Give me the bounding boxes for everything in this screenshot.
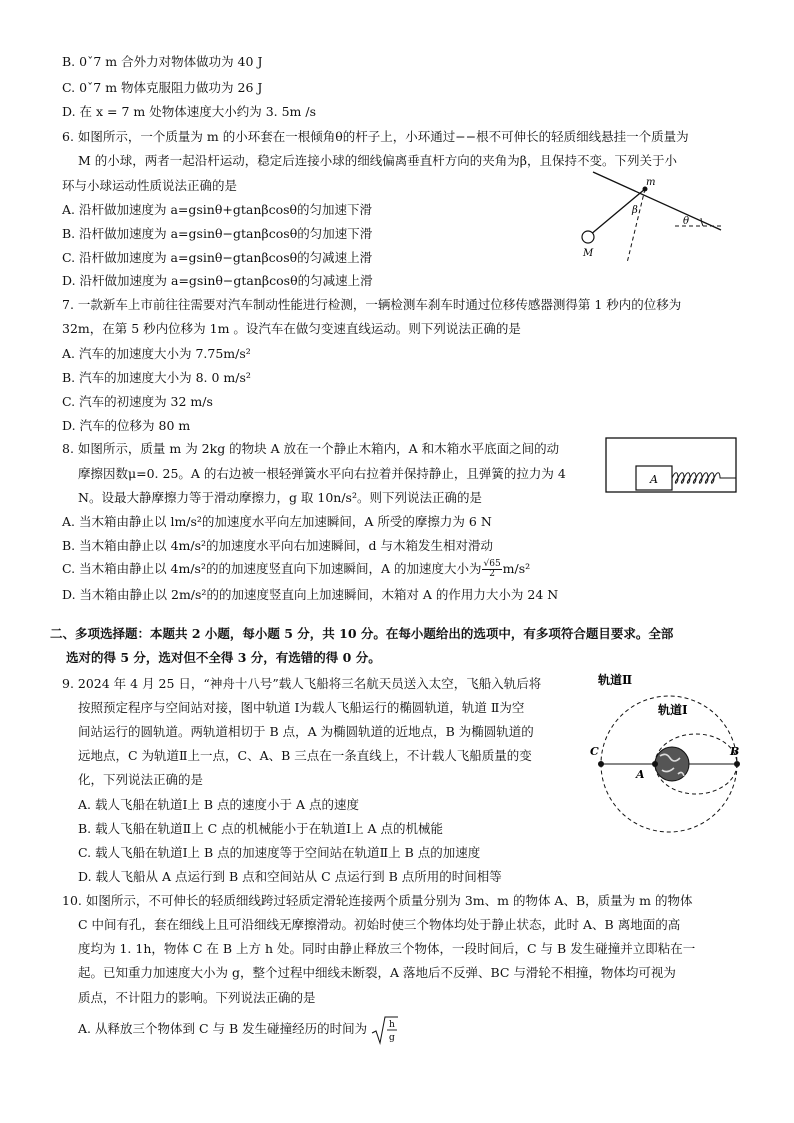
q10-stem-line5: 质点，不计阻力的影响。下列说法正确的是 (78, 990, 316, 1005)
q9-stem-line3: 间站运行的圆轨道。两轨道相切于 B 点，A 为椭圆轨道的近地点，B 为椭圆轨道的 (78, 724, 534, 739)
q9-orbit-figure (588, 664, 748, 864)
q8-option-b: B. 当木箱由静止以 4m/s²的加速度水平向右加速瞬间，d 与木箱发生相对滑动 (62, 538, 494, 553)
q6-option-d: D. 沿杆做加速度为 a=gsinθ−gtanβcosθ的匀减速上滑 (62, 273, 373, 288)
q10-option-a (78, 1014, 399, 1045)
q9-option-b: B. 载人飞船在轨道Ⅱ上 C 点的机械能小于在轨道Ⅰ上 A 点的机械能 (78, 821, 444, 836)
q10-option-a-sqrt (371, 1014, 399, 1045)
q6-fig-M-label: M (583, 248, 594, 259)
q7-stem-line1: 7. 一款新车上市前往往需要对汽车制动性能进行检测，一辆检测车刹车时通过位移传感器测得第 1 秒内的位移为 (62, 297, 682, 312)
q9-fig-A-label: A (636, 768, 645, 781)
q6-option-c: C. 沿杆做加速度为 a=gsinθ−gtanβcosθ的匀减速上滑 (62, 250, 373, 265)
q10-stem-line3: 度均为 1. 1h，物体 C 在 B 上方 h 处。同时由静止释放三个物体，一段时间后，C 与 B 发生碰撞并立即粘在一 (78, 941, 696, 956)
q6-option-b: B. 沿杆做加速度为 a=gsinθ−gtanβcosθ的匀加速下滑 (62, 226, 373, 241)
q6-option-a: A. 沿杆做加速度为 a=gsinθ+gtanβcosθ的匀加速下滑 (62, 202, 373, 217)
section2-heading-line2: 选对的得 5 分，选对但不全得 3 分，有选错的得 0 分。 (66, 650, 381, 665)
q9-option-d: D. 载人飞船从 A 点运行到 B 点和空间站从 C 点运行到 B 点所用的时间相等 (78, 869, 502, 884)
q9-fig-orbit2-label: 轨道Ⅱ (598, 673, 633, 687)
q8-option-d: D. 当木箱由静止以 2m/s²的的加速度竖直向上加速瞬间，木箱对 A 的作用力大小为 24 N (62, 587, 559, 602)
q5-option-b: B. 0ˇ7 m 合外力对物体做功为 40 J (62, 54, 263, 69)
q6-fig-theta-label: θ (683, 216, 690, 227)
q9-option-a: A. 载人飞船在轨道Ⅰ上 B 点的速度小于 A 点的速度 (78, 797, 360, 812)
q7-stem-line2: 32m，在第 5 秒内位移为 1m 。设汽车在做匀变速直线运动。则下列说法正确的是 (62, 321, 521, 336)
q7-option-d: D. 汽车的位移为 80 m (62, 418, 191, 433)
q6-stem-line2: M 的小球，两者一起沿杆运动，稳定后连接小球的细线偏离垂直杆方向的夹角为β，且保持不变。下列关于小 (78, 153, 678, 168)
q8-stem-line1: 8. 如图所示，质量 m 为 2kg 的物块 A 放在一个静止木箱内，A 和木箱水平底面之间的动 (62, 441, 560, 456)
q8-option-c (62, 558, 530, 580)
q7-option-a: A. 汽车的加速度大小为 7.75m/s² (62, 346, 251, 361)
q10-stem-line1: 10. 如图所示，不可伸长的轻质细线跨过轻质定滑轮连接两个质量分别为 3m、m 的物体 A、B，质量为 m 的物体 (62, 893, 693, 908)
q5-option-d: D. 在 x = 7 m 处物体速度大小约为 3. 5m /s (62, 104, 316, 119)
q6-stem-line3: 环与小球运动性质说法正确的是 (62, 178, 238, 193)
q6-fig-m-label: m (646, 177, 656, 188)
q10-stem-line4: 起。已知重力加速度大小为 g，整个过程中细线未断裂，A 落地后不反弹、BC 与滑轮不相撞，物体均可视为 (78, 965, 676, 980)
q8-box-spring-figure (604, 436, 740, 496)
q8-option-c-numerator: √65 (483, 559, 501, 569)
q5-option-c: C. 0ˇ7 m 物体克服阻力做功为 26 J (62, 80, 263, 95)
q8-stem-line3: N。设最大静摩擦力等于滑动摩擦力，g 取 10n/s²。则下列说法正确的是 (78, 490, 482, 505)
q9-stem-line4: 远地点，C 为轨道Ⅱ上一点，C、A、B 三点在一条直线上，不计载人飞船质量的变 (78, 748, 532, 763)
q8-option-a: A. 当木箱由静止以 lm/s²的加速度水平向左加速瞬间，A 所受的摩擦力为 6 N (62, 514, 492, 529)
q10-stem-line2: C 中间有孔，套在细线上且可沿细线无摩擦滑动。初始时使三个物体均处于静止状态，此时 A、B 离地面的高 (78, 917, 681, 932)
q10-option-a-denominator: g (389, 1032, 395, 1043)
q8-option-c-text: C. 当木箱由静止以 4m/s²的的加速度竖直向下加速瞬间，A 的加速度大小为 (62, 561, 482, 576)
q10-option-a-text: A. 从释放三个物体到 C 与 B 发生碰撞经历的时间为 (78, 1021, 368, 1036)
q9-option-c: C. 载人飞船在轨道Ⅰ上 B 点的加速度等于空间站在轨道Ⅱ上 B 点的加速度 (78, 845, 481, 860)
q6-incline-figure (575, 168, 735, 268)
q10-option-a-numerator: h (389, 1019, 395, 1030)
q9-stem-line2: 按照预定程序与空间站对接，图中轨道 Ⅰ为载人飞船运行的椭圆轨道，轨道 Ⅱ为空 (78, 700, 525, 715)
q7-option-b: B. 汽车的加速度大小为 8. 0 m/s² (62, 370, 251, 385)
q9-stem-line1: 9. 2024 年 4 月 25 日，“神舟十八号”载人飞船将三名航天员送入太空，飞船入轨后将 (62, 676, 542, 691)
q9-stem-line5: 化，下列说法正确的是 (78, 772, 204, 787)
q8-fig-A-label: A (650, 473, 658, 486)
q8-option-c-fraction (482, 560, 501, 579)
q9-fig-orbit1-label: 轨道Ⅰ (658, 703, 688, 717)
q9-fig-B-label: B (730, 745, 740, 758)
q8-option-c-unit: m/s² (502, 561, 531, 576)
section2-heading-line1: 二、多项选择题：本题共 2 小题，每小题 5 分，共 10 分。在每小题给出的选项中，有多项符合题目要求。全部 (50, 626, 674, 641)
q7-option-c: C. 汽车的初速度为 32 m/s (62, 394, 213, 409)
q8-option-c-denominator: 2 (489, 569, 495, 579)
q8-stem-line2: 摩擦因数μ=0. 25。A 的右边被一根轻弹簧水平向右拉着并保持静止，且弹簧的拉力为 4 (78, 466, 566, 481)
q6-stem-line1: 6. 如图所示，一个质量为 m 的小环套在一根倾角θ的杆子上，小环通过−−根不可伸长的轻质细线悬挂一个质量为 (62, 129, 689, 144)
q9-fig-C-label: C (590, 745, 599, 758)
q6-fig-beta-label: β (632, 205, 638, 216)
